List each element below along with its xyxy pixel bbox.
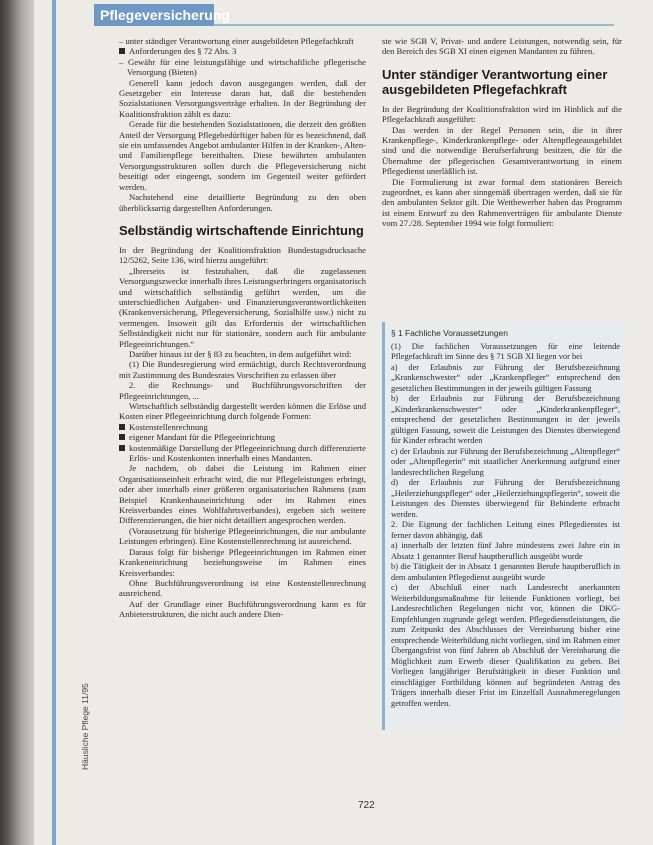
journal-side-label: Häusliche Pflege 11/95 xyxy=(80,683,90,770)
legal-box-title: § 1 Fachliche Voraussetzungen xyxy=(391,328,508,338)
legal-item: a) innerhalb der letzten fünf Jahre mindestens zwei Jahre ein in Absatz 1 genannter Beruf hauptberuflich ausgeübt wurde xyxy=(391,541,620,561)
section-heading: Unter ständiger Verantwortung einer ausgebildeten Pflegefachkraft xyxy=(382,66,608,97)
left-column xyxy=(119,36,366,620)
legal-item: a) der Erlaubnis zur Führung der Berufsbezeichnung „Krankenschwester“ oder „Krankenpfleger“ entsprechend den gesetzlichen Bestimmungen in der jeweils gültigen Fassung xyxy=(391,362,620,393)
intro-item: – Gewähr für eine leistungsfähige und wirtschaftliche pflegerische Versorgung (Bieten) xyxy=(119,56,366,78)
paragraph: Je nachdem, ob dabei die Leistung im Rahmen einer Organisationseinheit erbracht wird, die nur Pflegeleistungen erbringt, oder aber innerhalb einer größeren organisatorischen Rahmens (zum Beispiel Krankenhauseinrichtung oder im Rahmen eines Kreisverbandes eines Wohlfahrtsverbandes), ergeben sich weitere Differenzierungen, die hier nicht detailliert angesprochen werden. xyxy=(119,463,366,526)
paragraph: (1) Die Bundesregierung wird ermächtigt, durch Rechtsverordnung mit Zustimmung des Bundesrates Vorschriften zu erlassen über xyxy=(119,359,366,380)
paragraph: Daraus folgt für bisherige Pflegeeinrichtungen im Rahmen einer Krankeneinrichtung beziehungsweise im Rahmen eines Kreisverbandes: xyxy=(119,546,366,578)
paragraph: Generell kann jedoch davon ausgegangen werden, daß der Gesetzgeber ein Interesse daran hat, daß die bestehenden Sozialstationen Versorgungsverträge erhalten. In der Begründung der Koalitionsfraktion zählt es dazu: xyxy=(119,77,366,119)
legal-item: (1) Die fachlichen Voraussetzungen für eine leitende Pflegefachkraft im Sinne des § 71 SGB XI liegen vor bei xyxy=(391,341,620,361)
paragraph: Die Formulierung ist zwar formal dem stationären Bereich zugeordnet, es kann aber sinngemäß übertragen werden, daß sie für den ambulanten Sektor gilt. Die Wettbewerber haben das Programm ist einem Entwurf zu den Rahmenverträgen für ambulante Dienste vom 27./28. September 1994 wie folgt formuliert: xyxy=(382,176,622,229)
paragraph: 2. die Rechnungs- und Buchführungsvorschriften der Pflegeeinrichtungen, ... xyxy=(119,380,366,401)
intro-item: – unter ständiger Verantwortung einer ausgebildeten Pflegefachkraft xyxy=(119,36,354,46)
paragraph: Nachstehend eine detaillierte Begründung zu den oben überblicksartig dargestellten Anforderungen. xyxy=(119,192,366,213)
right-column xyxy=(382,36,622,229)
legal-text-box xyxy=(382,322,626,730)
legal-item: 2. Die Eignung der fachlichen Leitung eines Pflegedienstes ist ferner davon abhängig, daß xyxy=(391,520,620,540)
paragraph: Auf der Grundlage einer Buchführungsverordnung kann es für Anbieterstrukturen, die nicht auch andere Dien- xyxy=(119,598,366,620)
section-header: Pflegeversicherung xyxy=(94,4,214,26)
bullet-square-icon xyxy=(119,434,125,440)
page-number: 722 xyxy=(358,800,375,811)
paragraph: Gerade für die bestehenden Sozialstationen, die derzeit den größten Anteil der Versorgung Pflegebedürftiger haben für es bezeichnend, daß sie ein umfassendes Angebot ambulanter Hilfen in der Kranken-, Alten- und Familienpflege bereithalten. Diese bewährten ambulanten Versorgungsstrukturen sollen durch die Pflegeversicherung nicht beseitigt oder eingeengt, sondern im Gegenteil weiter gefördert werden. xyxy=(119,119,366,192)
intro-item: Anforderungen des § 72 Abs. 3 xyxy=(119,46,366,56)
paragraph: Darüber hinaus ist der § 83 zu beachten, in dem aufgeführt wird: xyxy=(129,348,352,359)
paragraph: „Ihrerseits ist festzuhalten, daß die zugelassenen Versorgungszwecke innerhalb ihres Leistungserbringers organisatorisch und wirtschaftlich selbständig geführt werden, um die unterschiedlichen Aufgaben- und Finanzierungsverantwortlichkeiten (Krankenversicherung, Pflegeversicherung, Sozialhilfe usw.) nicht zu vermengen. Insoweit gilt das Erfordernis der wirtschaftlichen Selbständigkeit nicht nur für stationäre, sondern auch für ambulante Pflegeeinrichtungen.“ xyxy=(119,265,366,349)
paragraph: Das werden in der Regel Personen sein, die in ihrer Krankenpflege-, Kinderkrankenpflege- oder Altenpflegeausgebildet sind und die notwendige Berufserfahrung besitzen, die für die Übernahme der pflegerischen Gesamtverantwortung in einem Pflegedienst unerläßlich ist. xyxy=(382,124,622,177)
paragraph: Ohne Buchführungsverordnung ist eine Kostenstellenrechnung ausreichend. xyxy=(119,577,366,599)
legal-item: c) der Abschluß einer nach Landesrecht anerkannten Weiterbildungsmaßnahme für leitende Funktionen vorliegt, bei Landesrechtlichen Regelungen nicht vor, können die DKG-Empfehlungen zugrunde gelegt werden. Pflegedienstleistungen, die zum Zeitpunkt des Abschlusses der Vereinbarung bisher eine entsprechende Weiterbildung nicht vorliegen, sind im Rahmen einer Übergangsfrist von fünf Jahren ab Abschluß der Vereinbarung die Möglichkeit zum Erwerb dieser Qualifikation zu geben. Bei Vorliegen langjähriger Berufstätigkeit in dieser Funktion und einschlägiger Fortbildung können auf begründeten Antrag des Trägers innerhalb dieser Frist im Einzelfall Ausnahmeregelungen getroffen werden. xyxy=(391,583,620,708)
legal-item: c) der Erlaubnis zur Führung der Berufsbezeichnung „Altenpfleger“ oder „Altenpflegerin“ mit staatlicher Anerkennung aufgrund einer landesrechtlichen Regelung xyxy=(391,446,620,477)
page-edge-strip xyxy=(52,0,56,845)
paragraph: In der Begründung der Koalitionsfraktion Bundestagsdrucksache 12/5262, Seite 136, wird hierzu ausgeführt: xyxy=(119,244,366,266)
paragraph: In der Begründung der Koalitionsfraktion wird im Hinblick auf die Pflegefachkraft ausgeführt: xyxy=(382,103,622,125)
header-rule xyxy=(214,24,614,26)
bullet-square-icon xyxy=(119,48,125,54)
paragraph: ste wie SGB V, Privat- und andere Leistungen, notwendig sein, für den Bereich des SGB XI einen eigenen Mandanten zu führen. xyxy=(382,36,622,57)
bullet-square-icon xyxy=(119,445,125,451)
section-heading: Selbständig wirtschaftende Einrichtung xyxy=(119,222,364,238)
paragraph: Wirtschaftlich selbständig dargestellt werden können die Erlöse und Kosten einer Pflegeeinrichtung durch folgende Formen: xyxy=(119,401,366,422)
list-item: Kostenstellenrechnung xyxy=(119,422,366,432)
book-binding-shadow xyxy=(0,0,34,845)
list-item: eigener Mandant für die Pflegeeinrichtung xyxy=(119,432,366,442)
bullet-square-icon xyxy=(119,424,125,430)
legal-item: d) der Erlaubnis zur Führung der Berufsbezeichnung „Heilerziehungspfleger“ oder „Heilerziehungspflegerin“, soweit die Leistungen des Dienstes überwiegend für Behinderte erbracht werden. xyxy=(391,478,620,519)
paragraph: (Vorausetzung für bisherige Pflegeeinrichtungen, die nur ambulante Leistungen erbringen). Eine Kostenstellenrechnung ist ausreichend. xyxy=(119,525,366,547)
legal-item: b) die Tätigkeit der in Absatz 1 genannten Berufe hauptberuflich in dem ambulanten Pflegedienst ausgeübt wurde xyxy=(391,562,620,582)
legal-item: b) der Erlaubnis zur Führung der Berufsbezeichnung „Kinderkrankenschwester“ oder „Kinderkrankenpfleger“, entsprechend der gesetzlichen Bestimmungen in der jeweils gültigen Fassung, soweit die Leistungen des Dienstes überwiegend für Kinder erbracht werden xyxy=(391,394,620,445)
list-item: kostenmäßige Darstellung der Pflegeeinrichtung durch differenzierte Erlös- und Kostenkonten innerhalb eines Mandanten. xyxy=(119,443,366,464)
